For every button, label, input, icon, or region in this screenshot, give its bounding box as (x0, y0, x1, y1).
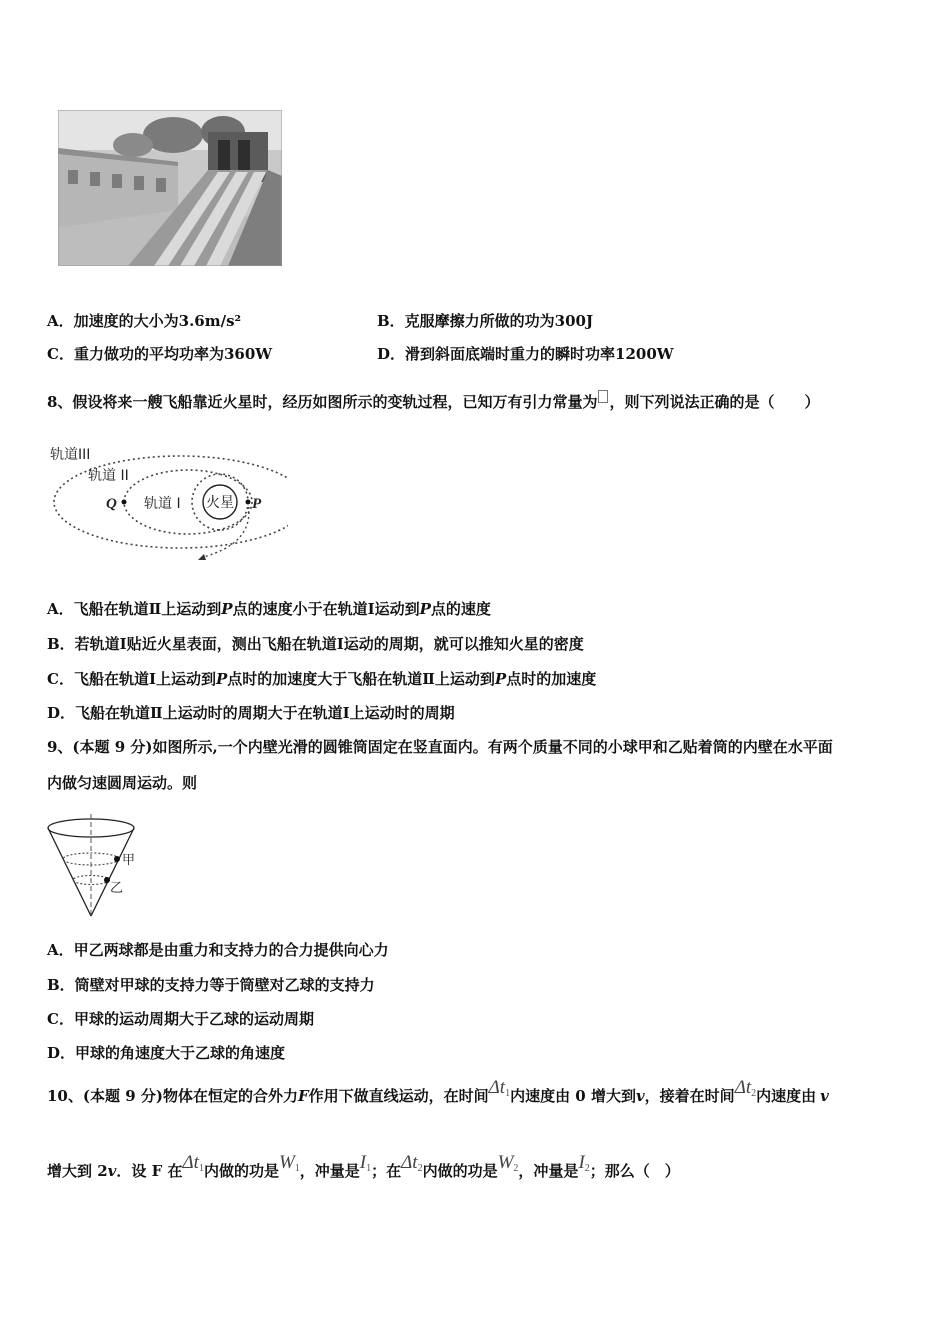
point-p (246, 500, 251, 505)
q8-option-a (47, 598, 491, 620)
q9-stem-line2: 内做匀速圆周运动。则 (47, 774, 198, 792)
orbit-diagram-drawing (48, 440, 288, 565)
q8-stem-part2: ，则下列说法正确的是（ ） (609, 393, 820, 411)
slide-photo (58, 110, 282, 266)
q7-option-b: B．克服摩擦力所做的功为300J (377, 312, 594, 330)
label-mars: 火星 (206, 495, 234, 511)
q7-option-d: D．滑到斜面底端时重力的瞬时功率1200W (377, 345, 674, 363)
q10-i2-sub: 2 (584, 1163, 590, 1174)
q10-stem-line2 (47, 1152, 680, 1188)
label-yi: 乙 (110, 881, 124, 896)
q10-text-7: ．设 F 在 (116, 1162, 183, 1180)
q10-stem-line1 (47, 1077, 829, 1113)
ball-jia (114, 856, 120, 862)
q10-v2: v (820, 1087, 829, 1105)
label-q: Q (106, 496, 117, 512)
q10-dt1-sub: 1 (505, 1088, 511, 1099)
q10-w2-sub: 2 (513, 1163, 519, 1174)
q10-text-4: ，接着在时间 (644, 1087, 735, 1105)
q9-option-b: B．筒壁对甲球的支持力等于筒壁对乙球的支持力 (47, 976, 375, 994)
q10-text-13: ；那么（ ） (589, 1162, 680, 1180)
q10-dt4: Δt (401, 1152, 418, 1173)
q10-i1-sub: 1 (366, 1163, 372, 1174)
q10-dt2-sub: 2 (751, 1088, 757, 1099)
q10-i1: I (359, 1152, 367, 1173)
q8-stem (47, 390, 819, 413)
q10-text-8: 内做的功是 (203, 1162, 279, 1180)
q8-option-a-p2: P (419, 600, 431, 618)
q7-option-c: C．重力做功的平均功率为360W (47, 345, 273, 363)
label-orbit-3: 轨道III (50, 447, 91, 463)
slide-photo-drawing (58, 110, 282, 266)
q10-dt3: Δt (182, 1152, 199, 1173)
orbit-diagram (48, 440, 288, 565)
label-orbit-1: 轨道 I (144, 496, 181, 512)
q8-option-a-p1: P (221, 600, 233, 618)
q8-option-d: D．飞船在轨道Ⅱ上运动时的周期大于在轨道Ⅰ上运动时的周期 (47, 704, 455, 722)
q10-dt1: Δt (488, 1077, 506, 1098)
cone-diagram-drawing (46, 812, 146, 920)
q10-text-2: 作用下做直线运动，在时间 (308, 1087, 489, 1105)
q10-text-10: ；在 (371, 1162, 402, 1180)
q9-option-a: A．甲乙两球都是由重力和支持力的合力提供向心力 (47, 941, 389, 959)
cone-diagram (46, 812, 146, 920)
q10-dt3-sub: 1 (198, 1163, 204, 1174)
label-jia: 甲 (122, 853, 136, 868)
q8-option-b: B．若轨道Ⅰ贴近火星表面，测出飞船在轨道Ⅰ运动的周期，就可以推知火星的密度 (47, 635, 584, 653)
q8-option-a-part3: 点的速度 (430, 600, 491, 618)
point-q (122, 500, 127, 505)
q10-text-12: ，冲量是 (518, 1162, 579, 1180)
q10-dt4-sub: 2 (417, 1163, 423, 1174)
q10-text-5: 内速度由 (756, 1087, 817, 1105)
q10-i2: I (578, 1152, 585, 1173)
q10-text-3: 内速度由 0 增大到 (510, 1087, 636, 1105)
q10-text-6: 增大到 2 (47, 1162, 108, 1180)
q8-option-a-part1: A．飞船在轨道Ⅱ上运动到 (47, 600, 222, 618)
q9-option-d: D．甲球的角速度大于乙球的角速度 (47, 1044, 286, 1062)
q8-option-c-part1: C．飞船在轨道Ⅰ上运动到 (47, 670, 216, 688)
q9-stem-line1: 9、(本题 9 分)如图所示,一个内壁光滑的圆锥筒固定在竖直面内。有两个质量不同的小球甲和乙贴着筒的内壁在水平面 (47, 738, 833, 756)
q10-v1: v (635, 1087, 645, 1105)
q8-option-c-p2: P (494, 670, 507, 688)
q8-option-c-p1: P (215, 670, 228, 688)
label-orbit-2: 轨道 II (88, 468, 129, 484)
q10-text-9: ，冲量是 (299, 1162, 360, 1180)
label-p: P (252, 496, 262, 512)
q9-option-c: C．甲球的运动周期大于乙球的运动周期 (47, 1010, 314, 1028)
q8-option-c-part2: 点时的加速度大于飞船在轨道Ⅱ上运动到 (227, 670, 495, 688)
q10-w2: W (497, 1152, 514, 1173)
q7-option-a: A．加速度的大小为3.6m/s² (47, 312, 242, 330)
q10-w1-sub: 1 (294, 1163, 300, 1174)
q8-option-c (47, 668, 596, 690)
q10-text-11: 内做的功是 (422, 1162, 498, 1180)
q8-option-a-part2: 点的速度小于在轨道Ⅰ运动到 (232, 600, 420, 618)
missing-glyph-icon (598, 390, 608, 403)
q10-text-1: 10、(本题 9 分)物体在恒定的合外力 (47, 1087, 298, 1105)
q10-w1: W (278, 1152, 295, 1173)
q10-force-f: F (297, 1087, 309, 1105)
q10-v3: v (107, 1162, 117, 1180)
q8-option-c-part3: 点时的加速度 (506, 670, 597, 688)
q10-dt2: Δt (734, 1077, 752, 1098)
q8-stem-part1: 8、假设将来一艘飞船靠近火星时，经历如图所示的变轨过程，已知万有引力常量为 (47, 393, 598, 411)
